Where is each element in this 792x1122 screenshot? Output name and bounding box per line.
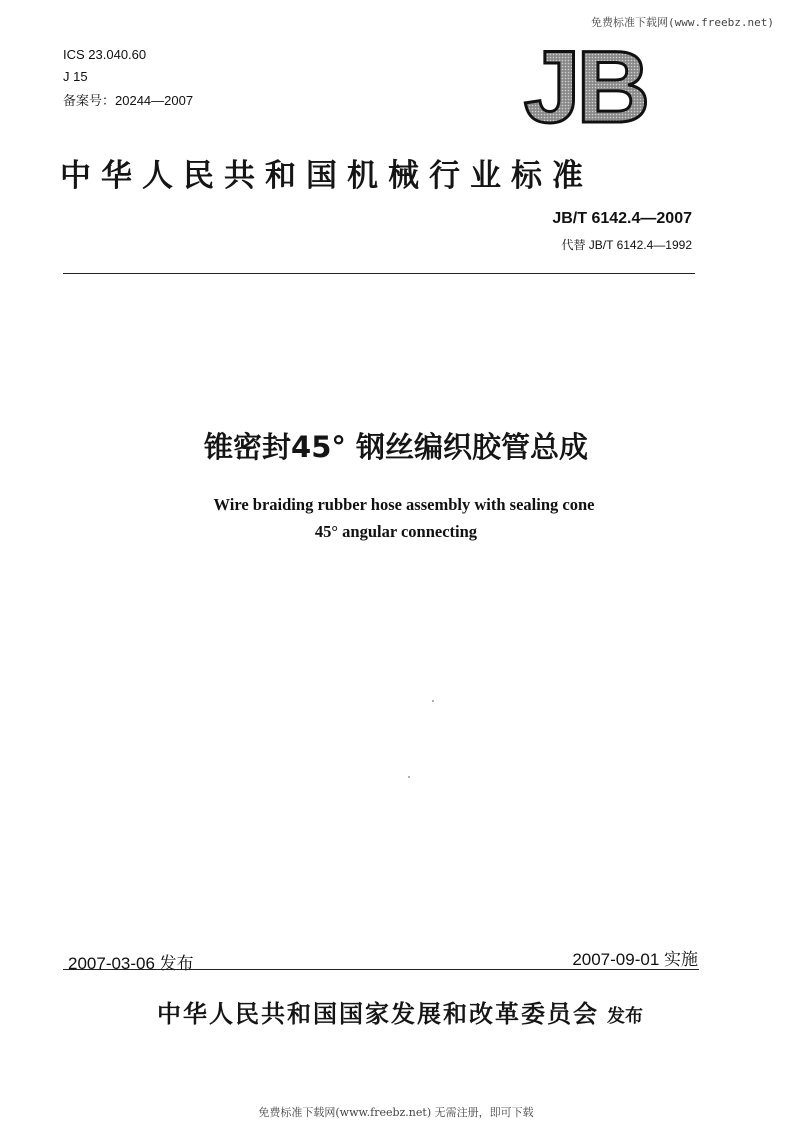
publisher-action: 发布 (607, 1006, 643, 1027)
title-english-line1: Wire braiding rubber hose assembly with sealing cone (213, 495, 595, 514)
title-english-line2: 45° angular connecting (314, 522, 478, 541)
standard-number: JB/T 6142.4—2007 (552, 210, 692, 227)
header-divider (63, 273, 695, 274)
ics-code: ICS 23.040.60 (63, 47, 147, 62)
standard-organization: 中华人民共和国机械行业标准 (60, 158, 593, 194)
watermark-bottom: 免费标准下载网(www.freebz.net) 无需注册，即可下载 (258, 1106, 534, 1119)
publisher (0, 994, 792, 1029)
issue-date: 2007-03-06 发布 (68, 954, 194, 973)
watermark-top: 免费标准下载网(www.freebz.net) (591, 16, 774, 29)
publisher-name: 中华人民共和国国家发展和改革委员会 (157, 1000, 599, 1028)
implementation-date: 2007-09-01 实施 (572, 950, 698, 969)
title-chinese: 锥密封45° 钢丝编织胶管总成 (204, 430, 588, 464)
replaces-standard: 代替 JB/T 6142.4—1992 (561, 238, 692, 252)
jb-logo-icon (510, 38, 660, 130)
footer-divider (63, 969, 699, 970)
scan-speck (432, 700, 434, 702)
jb-logo-text: JB (523, 38, 647, 130)
classification-code: J 15 (63, 69, 88, 84)
record-number: 备案号：20244—2007 (63, 93, 194, 108)
scan-speck (408, 776, 410, 778)
